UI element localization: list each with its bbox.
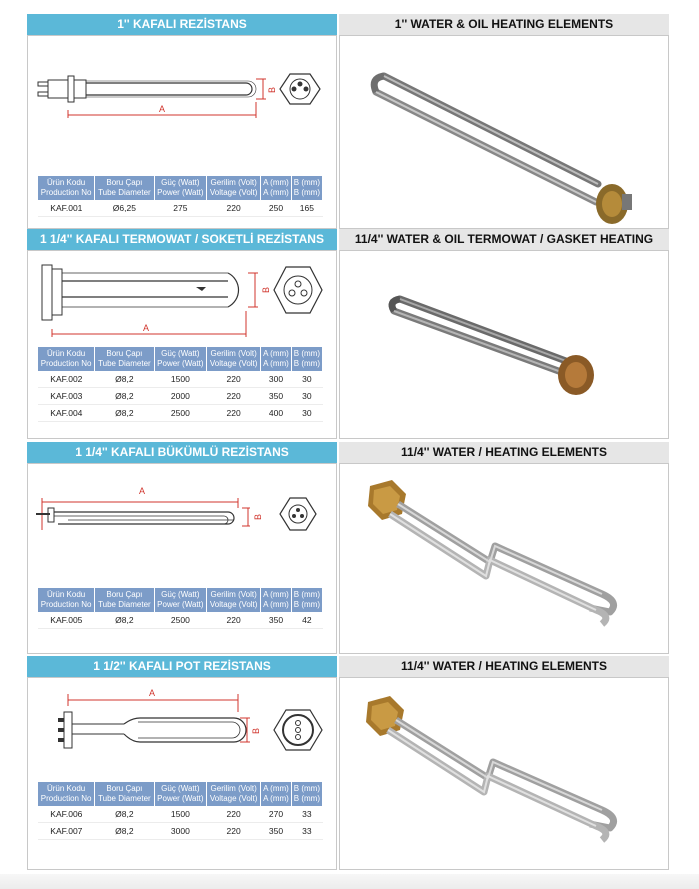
section-title-left: 1 1/4'' KAFALI TERMOWAT / SOKETLİ REZİSTANS <box>27 229 337 250</box>
cell-diameter: Ø8,2 <box>95 806 154 823</box>
col-header: Güç (Watt) Power (Watt) <box>154 782 207 806</box>
dimension-a-label: A <box>148 688 156 698</box>
photo-panel <box>339 677 669 870</box>
cell-a: 250 <box>261 200 292 217</box>
photo-panel <box>339 35 669 229</box>
cell-voltage: 220 <box>207 405 261 422</box>
cell-diameter: Ø8,2 <box>95 371 154 388</box>
col-header: B (mm) B (mm) <box>291 588 322 612</box>
table-row <box>38 806 323 823</box>
cell-b: 30 <box>291 371 322 388</box>
cell-power: 1500 <box>154 806 207 823</box>
col-header: Ürün Kodu Production No <box>38 347 95 371</box>
dimension-b-label: B <box>253 513 263 521</box>
cell-b: 33 <box>291 823 322 840</box>
cell-b: 165 <box>291 200 322 217</box>
photo-panel <box>339 463 669 654</box>
col-header: Boru Çapı Tube Diameter <box>95 782 154 806</box>
section-title-left: 1'' KAFALI REZİSTANS <box>27 14 337 35</box>
product-photo <box>340 36 668 228</box>
spec-table <box>38 347 323 422</box>
cell-code: KAF.004 <box>38 405 95 422</box>
drawing-panel <box>27 463 337 654</box>
cell-b: 42 <box>291 612 322 629</box>
cell-power: 3000 <box>154 823 207 840</box>
cell-a: 400 <box>261 405 292 422</box>
cell-code: KAF.001 <box>38 200 95 217</box>
section-title-right: 11/4'' WATER / HEATING ELEMENTS <box>339 656 669 677</box>
col-header: Boru Çapı Tube Diameter <box>95 347 154 371</box>
cell-power: 1500 <box>154 371 207 388</box>
technical-drawing <box>28 464 336 574</box>
drawing-panel <box>27 35 337 229</box>
cell-diameter: Ø8,2 <box>95 612 154 629</box>
drawing-panel <box>27 677 337 870</box>
cell-power: 2000 <box>154 388 207 405</box>
table-row <box>38 371 323 388</box>
spec-table <box>38 588 323 629</box>
cell-a: 300 <box>261 371 292 388</box>
col-header: Ürün Kodu Production No <box>38 588 95 612</box>
col-header: A (mm) A (mm) <box>261 347 292 371</box>
cell-voltage: 220 <box>207 612 261 629</box>
col-header: Boru Çapı Tube Diameter <box>95 588 154 612</box>
technical-drawing <box>28 251 336 351</box>
table-row <box>38 388 323 405</box>
section-title-right: 11/4'' WATER & OIL TERMOWAT / GASKET HEATING <box>339 229 669 250</box>
dimension-b-label: B <box>261 286 271 294</box>
table-row <box>38 200 323 217</box>
col-header: Ürün Kodu Production No <box>38 176 95 200</box>
cell-b: 30 <box>291 405 322 422</box>
product-photo <box>340 251 668 438</box>
table-row <box>38 823 323 840</box>
cell-b: 33 <box>291 806 322 823</box>
cell-power: 275 <box>154 200 207 217</box>
cell-diameter: Ø8,2 <box>95 405 154 422</box>
col-header: B (mm) B (mm) <box>291 176 322 200</box>
dimension-b-label: B <box>267 86 277 94</box>
dimension-a-label: A <box>142 323 150 333</box>
section-title-left: 1 1/2'' KAFALI POT REZİSTANS <box>27 656 337 677</box>
cell-voltage: 220 <box>207 200 261 217</box>
dimension-b-label: B <box>251 727 261 735</box>
col-header: Gerilim (Volt) Voltage (Volt) <box>207 347 261 371</box>
page-footer-band <box>0 874 699 889</box>
col-header: A (mm) A (mm) <box>261 588 292 612</box>
section-title-left: 1 1/4'' KAFALI BÜKÜMLÜ REZİSTANS <box>27 442 337 463</box>
col-header: A (mm) A (mm) <box>261 176 292 200</box>
col-header: B (mm) B (mm) <box>291 347 322 371</box>
cell-code: KAF.006 <box>38 806 95 823</box>
col-header: Güç (Watt) Power (Watt) <box>154 347 207 371</box>
cell-voltage: 220 <box>207 806 261 823</box>
cell-diameter: Ø6,25 <box>95 200 154 217</box>
cell-voltage: 220 <box>207 388 261 405</box>
col-header: B (mm) B (mm) <box>291 782 322 806</box>
spec-table <box>38 782 323 840</box>
col-header: Gerilim (Volt) Voltage (Volt) <box>207 176 261 200</box>
spec-table <box>38 176 323 217</box>
cell-a: 350 <box>261 388 292 405</box>
cell-power: 2500 <box>154 405 207 422</box>
table-row <box>38 612 323 629</box>
col-header: Gerilim (Volt) Voltage (Volt) <box>207 588 261 612</box>
table-row <box>38 405 323 422</box>
product-photo <box>340 678 668 869</box>
dimension-a-label: A <box>138 486 146 496</box>
cell-a: 350 <box>261 612 292 629</box>
cell-code: KAF.007 <box>38 823 95 840</box>
photo-panel <box>339 250 669 439</box>
product-photo <box>340 464 668 653</box>
cell-b: 30 <box>291 388 322 405</box>
col-header: Güç (Watt) Power (Watt) <box>154 176 207 200</box>
cell-power: 2500 <box>154 612 207 629</box>
col-header: Güç (Watt) Power (Watt) <box>154 588 207 612</box>
col-header: Boru Çapı Tube Diameter <box>95 176 154 200</box>
dimension-a-label: A <box>158 104 166 114</box>
section-title-right: 1'' WATER & OIL HEATING ELEMENTS <box>339 14 669 35</box>
section-1 <box>27 14 669 229</box>
cell-code: KAF.003 <box>38 388 95 405</box>
section-3 <box>27 442 669 654</box>
drawing-panel <box>27 250 337 439</box>
col-header: Gerilim (Volt) Voltage (Volt) <box>207 782 261 806</box>
col-header: Ürün Kodu Production No <box>38 782 95 806</box>
col-header: A (mm) A (mm) <box>261 782 292 806</box>
cell-a: 350 <box>261 823 292 840</box>
technical-drawing <box>28 36 336 166</box>
cell-a: 270 <box>261 806 292 823</box>
section-title-right: 11/4'' WATER / HEATING ELEMENTS <box>339 442 669 463</box>
cell-voltage: 220 <box>207 371 261 388</box>
section-4 <box>27 656 669 870</box>
cell-diameter: Ø8,2 <box>95 823 154 840</box>
section-2 <box>27 229 669 439</box>
cell-code: KAF.005 <box>38 612 95 629</box>
cell-code: KAF.002 <box>38 371 95 388</box>
cell-voltage: 220 <box>207 823 261 840</box>
technical-drawing <box>28 678 336 788</box>
cell-diameter: Ø8,2 <box>95 388 154 405</box>
